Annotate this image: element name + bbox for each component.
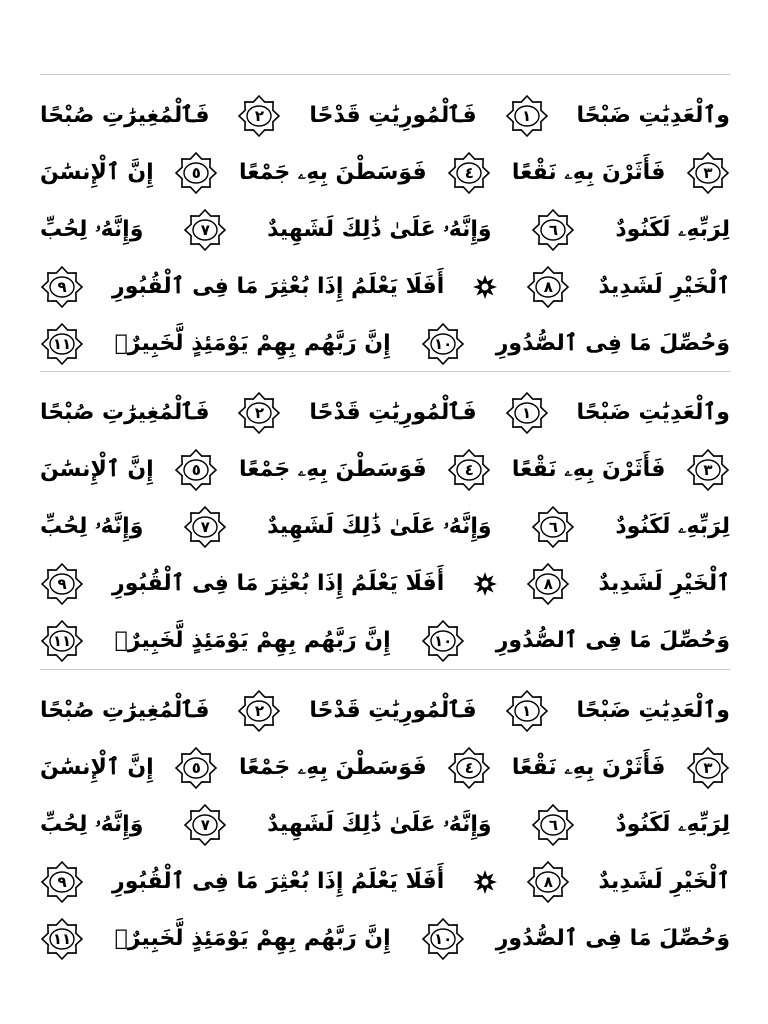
verse-number: ٦ — [548, 220, 559, 239]
verse-text: فَوَسَطْنَ بِهِۦ جَمْعًا — [238, 159, 427, 185]
verse-number: ٧ — [200, 517, 210, 536]
divider-line — [40, 74, 730, 75]
verse-number-marker — [686, 448, 730, 492]
verse-number: ١٠ — [434, 334, 453, 353]
verse-text: فَأَثَرْنَ بِهِۦ نَقْعًا — [511, 456, 666, 482]
divider-line — [40, 669, 730, 670]
verse-line — [40, 682, 730, 739]
passage-block — [40, 384, 730, 669]
verse-number: ٢ — [254, 106, 265, 125]
verse-line — [40, 144, 730, 201]
verse-number: ٤ — [464, 163, 474, 182]
verse-number: ٣ — [703, 163, 713, 182]
verse-number-marker — [505, 94, 549, 138]
verse-number: ٤ — [464, 758, 474, 777]
verse-text: وَإِنَّهُۥ عَلَىٰ ذَٰلِكَ لَشَهِيدٌ — [267, 513, 492, 539]
verse-number: ١١ — [52, 631, 72, 650]
verse-number-marker — [447, 151, 491, 195]
verse-text: إِنَّ ٱلْإِنسَٰنَ — [40, 754, 154, 780]
verse-number-marker — [421, 322, 465, 366]
verse-line — [40, 612, 730, 669]
divider-line — [40, 371, 730, 372]
verse-text: وَحُصِّلَ مَا فِى ٱلصُّدُورِ — [495, 627, 730, 653]
verse-text: إِنَّ رَبَّهُم بِهِمْ يَوْمَئِذٍ لَّخَبِيرٌۢ — [114, 627, 391, 653]
sajda-mark — [472, 869, 498, 895]
verse-text: ٱلْخَيْرِ لَشَدِيدٌ — [598, 273, 730, 299]
verse-number-marker — [526, 860, 570, 904]
verse-number: ٩ — [57, 872, 67, 891]
verse-line — [40, 796, 730, 853]
verse-number: ٨ — [543, 872, 553, 891]
passage-block — [40, 87, 730, 372]
verse-text: ٱلْخَيْرِ لَشَدِيدٌ — [598, 570, 730, 596]
verse-text: إِنَّ ٱلْإِنسَٰنَ — [40, 456, 154, 482]
verse-number: ٢ — [254, 701, 265, 720]
verse-number-marker — [531, 803, 575, 847]
verse-line — [40, 739, 730, 796]
verse-number: ١٠ — [434, 929, 453, 948]
verse-number-marker — [40, 917, 84, 961]
verse-number: ٧ — [200, 815, 210, 834]
verse-text: إِنَّ رَبَّهُم بِهِمْ يَوْمَئِذٍ لَّخَبِيرٌۢ — [114, 330, 391, 356]
verse-text: فَٱلْمُورِيَٰتِ قَدْحًا — [309, 399, 477, 425]
verse-number: ٨ — [543, 277, 553, 296]
passage-block — [40, 682, 730, 967]
verse-text: فَأَثَرْنَ بِهِۦ نَقْعًا — [511, 754, 666, 780]
verse-line — [40, 87, 730, 144]
verse-text: لِرَبِّهِۦ لَكَنُودٌ — [615, 513, 730, 539]
verse-text: أَفَلَا يَعْلَمُ إِذَا بُعْثِرَ مَا فِى ٱلْقُبُورِ — [112, 868, 445, 894]
verse-number: ٦ — [548, 517, 559, 536]
verse-line — [40, 315, 730, 372]
verse-number: ٥ — [191, 460, 201, 479]
sajda-star-icon — [472, 571, 498, 597]
verse-number-marker — [526, 265, 570, 309]
verse-number: ٨ — [543, 574, 553, 593]
verse-number: ٣ — [703, 460, 713, 479]
verse-number: ٣ — [703, 758, 713, 777]
verse-line — [40, 853, 730, 910]
verse-text: فَوَسَطْنَ بِهِۦ جَمْعًا — [238, 754, 427, 780]
verse-number-marker — [183, 803, 227, 847]
verse-text: لِرَبِّهِۦ لَكَنُودٌ — [615, 811, 730, 837]
verse-text: ٱلْخَيْرِ لَشَدِيدٌ — [598, 868, 730, 894]
verse-number-marker — [421, 917, 465, 961]
verse-number-marker — [505, 391, 549, 435]
verse-number-marker — [686, 151, 730, 195]
verse-number-marker — [174, 448, 218, 492]
verse-number-marker — [40, 322, 84, 366]
verse-text: إِنَّ رَبَّهُم بِهِمْ يَوْمَئِذٍ لَّخَبِيرٌۢ — [114, 925, 391, 951]
sajda-mark — [472, 274, 498, 300]
verse-number: ٤ — [464, 460, 474, 479]
verse-number: ٥ — [191, 758, 201, 777]
verse-text: فَٱلْمُورِيَٰتِ قَدْحًا — [309, 697, 477, 723]
verse-text: فَوَسَطْنَ بِهِۦ جَمْعًا — [238, 456, 427, 482]
verse-text: وٱلْعَدِيَٰتِ ضَبْحًا — [576, 399, 730, 425]
verse-number: ٩ — [57, 574, 67, 593]
verse-text: وٱلْعَدِيَٰتِ ضَبْحًا — [576, 697, 730, 723]
verse-number: ٦ — [548, 815, 559, 834]
verse-number-marker — [531, 208, 575, 252]
verse-line — [40, 555, 730, 612]
verse-number-marker — [183, 208, 227, 252]
verse-text: فَٱلْمُغِيرَٰتِ صُبْحًا — [40, 697, 210, 723]
verse-number-marker — [237, 391, 281, 435]
verse-number-marker — [237, 689, 281, 733]
verse-number-marker — [447, 746, 491, 790]
verse-text: فَأَثَرْنَ بِهِۦ نَقْعًا — [511, 159, 666, 185]
verse-number-marker — [526, 562, 570, 606]
verse-line — [40, 384, 730, 441]
verse-text: وَإِنَّهُۥ لِحُبِّ — [40, 216, 144, 242]
sajda-star-icon — [472, 869, 498, 895]
verse-number-marker — [40, 860, 84, 904]
verse-text: لِرَبِّهِۦ لَكَنُودٌ — [615, 216, 730, 242]
verse-number: ١٠ — [434, 631, 453, 650]
verse-text: وَحُصِّلَ مَا فِى ٱلصُّدُورِ — [495, 925, 730, 951]
verse-text: فَٱلْمُغِيرَٰتِ صُبْحًا — [40, 399, 210, 425]
verse-number: ٢ — [254, 403, 265, 422]
verse-line — [40, 201, 730, 258]
verse-number-marker — [686, 746, 730, 790]
verse-text: وَإِنَّهُۥ عَلَىٰ ذَٰلِكَ لَشَهِيدٌ — [267, 811, 492, 837]
verse-number-marker — [531, 505, 575, 549]
verse-number-marker — [505, 689, 549, 733]
verse-number-marker — [174, 151, 218, 195]
verse-line — [40, 258, 730, 315]
verse-number: ٧ — [200, 220, 210, 239]
verse-number: ١ — [521, 106, 532, 125]
verse-number-marker — [421, 619, 465, 663]
verse-number: ٩ — [57, 277, 67, 296]
verse-number-marker — [40, 619, 84, 663]
verse-text: فَٱلْمُورِيَٰتِ قَدْحًا — [309, 102, 477, 128]
verse-text: إِنَّ ٱلْإِنسَٰنَ — [40, 159, 154, 185]
verse-number-marker — [183, 505, 227, 549]
sajda-mark — [472, 571, 498, 597]
verse-line — [40, 441, 730, 498]
verse-text: وَإِنَّهُۥ لِحُبِّ — [40, 811, 144, 837]
verse-number: ١ — [521, 403, 532, 422]
verse-number-marker — [174, 746, 218, 790]
verse-text: أَفَلَا يَعْلَمُ إِذَا بُعْثِرَ مَا فِى ٱلْقُبُورِ — [112, 570, 445, 596]
verse-number-marker — [447, 448, 491, 492]
verse-text: فَٱلْمُغِيرَٰتِ صُبْحًا — [40, 102, 210, 128]
verse-number-marker — [237, 94, 281, 138]
verse-text: أَفَلَا يَعْلَمُ إِذَا بُعْثِرَ مَا فِى ٱلْقُبُورِ — [112, 273, 445, 299]
verse-line — [40, 498, 730, 555]
verse-number: ١ — [521, 701, 532, 720]
verse-text: وَإِنَّهُۥ لِحُبِّ — [40, 513, 144, 539]
verse-number: ١١ — [52, 929, 72, 948]
verse-number: ١١ — [52, 334, 72, 353]
verse-text: وَإِنَّهُۥ عَلَىٰ ذَٰلِكَ لَشَهِيدٌ — [267, 216, 492, 242]
verse-line — [40, 910, 730, 967]
verse-number-marker — [40, 562, 84, 606]
sajda-star-icon — [472, 274, 498, 300]
verse-number-marker — [40, 265, 84, 309]
verse-text: وَحُصِّلَ مَا فِى ٱلصُّدُورِ — [495, 330, 730, 356]
verse-text: وٱلْعَدِيَٰتِ ضَبْحًا — [576, 102, 730, 128]
verse-number: ٥ — [191, 163, 201, 182]
